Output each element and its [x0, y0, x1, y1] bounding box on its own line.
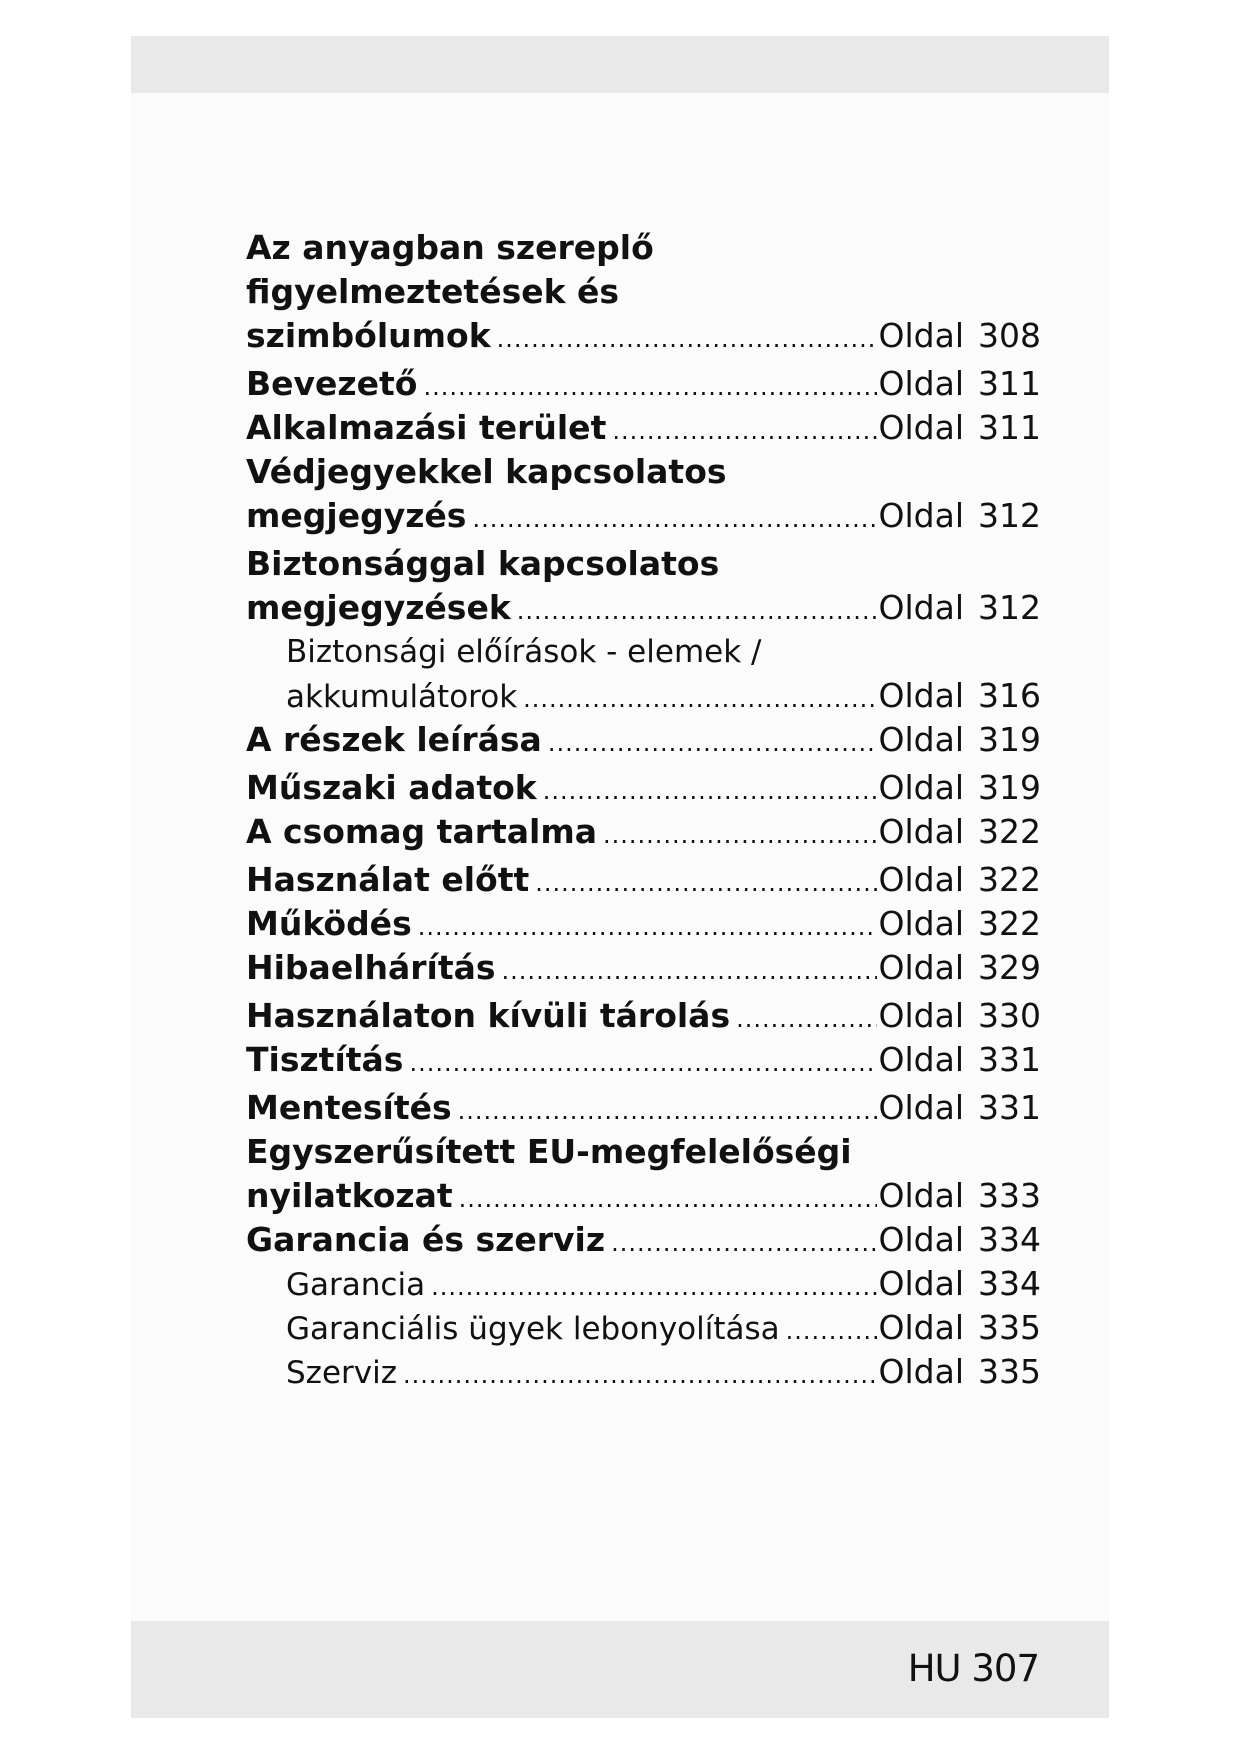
toc-entry-label: nyilatkozat [246, 1176, 453, 1215]
toc-entry[interactable] [246, 226, 1041, 358]
oldal-label: Oldal [878, 904, 964, 943]
toc-page-number: 319 [978, 720, 1041, 759]
oldal-label: Oldal [878, 812, 964, 851]
dot-leader [612, 409, 876, 453]
toc-entry[interactable] [246, 1086, 1041, 1130]
oldal-label: Oldal [878, 676, 964, 715]
dot-leader [418, 905, 877, 949]
toc-entry[interactable] [246, 362, 1041, 406]
toc-entry[interactable] [246, 406, 1041, 450]
oldal-label: Oldal [878, 1264, 964, 1303]
toc-page-ref [879, 766, 1041, 810]
dot-leader [523, 677, 876, 721]
toc-entry[interactable] [246, 1130, 1041, 1218]
toc-entry-title-line: Egyszerűsített EU-megfelelőségi [246, 1132, 852, 1171]
toc-page-number: 335 [978, 1308, 1041, 1347]
toc-entry-label: akkumulátorok [286, 679, 518, 715]
toc-entry-label: Működés [246, 904, 412, 943]
oldal-label: Oldal [878, 768, 964, 807]
toc-page-number: 335 [978, 1352, 1041, 1391]
toc-page-number: 330 [978, 996, 1041, 1035]
dot-leader [517, 589, 877, 633]
toc-page-number: 329 [978, 948, 1041, 987]
dot-leader [458, 1089, 877, 1133]
toc-page-ref [879, 1262, 1041, 1306]
toc-subentry[interactable] [246, 1350, 1041, 1394]
toc-page-number: 312 [978, 588, 1041, 627]
toc-page-number: 316 [978, 676, 1041, 715]
toc-entry[interactable] [246, 766, 1041, 810]
dot-leader [409, 1041, 876, 1085]
toc-page-number: 308 [978, 316, 1041, 355]
toc-entry-label: Használaton kívüli tárolás [246, 996, 731, 1035]
toc-entry-label: Szerviz [286, 1355, 397, 1391]
oldal-label: Oldal [878, 408, 964, 447]
top-band [131, 36, 1109, 93]
toc-page-ref [879, 674, 1041, 718]
toc-entry-title-line: Védjegyekkel kapcsolatos [246, 452, 727, 491]
dot-leader [459, 1177, 877, 1221]
toc-entry-title-line: figyelmeztetések és [246, 272, 620, 311]
toc-page-number: 322 [978, 860, 1041, 899]
dot-leader [786, 1309, 877, 1353]
oldal-label: Oldal [878, 948, 964, 987]
oldal-label: Oldal [878, 364, 964, 403]
page-number: HU 307 [907, 1647, 1039, 1690]
dot-leader [472, 497, 876, 541]
toc-page-ref [879, 586, 1041, 630]
dot-leader [543, 769, 877, 813]
toc-subentry[interactable] [246, 630, 1041, 718]
toc-page-ref [879, 406, 1041, 450]
toc-entry-label: Garanciális ügyek lebonyolítása [286, 1311, 780, 1347]
toc-page-number: 322 [978, 904, 1041, 943]
toc-entry-label: A részek leírása [246, 720, 542, 759]
oldal-label: Oldal [878, 496, 964, 535]
toc-entry-title-line: Az anyagban szereplő [246, 228, 654, 267]
toc-page-number: 331 [978, 1040, 1041, 1079]
toc-page-ref [879, 810, 1041, 854]
toc-page-ref [879, 1038, 1041, 1082]
toc-entry[interactable] [246, 450, 1041, 538]
dot-leader [611, 1221, 876, 1265]
toc-page-number: 311 [978, 408, 1041, 447]
oldal-label: Oldal [878, 1088, 964, 1127]
toc-page-ref [879, 1350, 1041, 1394]
oldal-label: Oldal [878, 1040, 964, 1079]
dot-leader [423, 365, 876, 409]
dot-leader [431, 1265, 876, 1309]
toc-subentry[interactable] [246, 1262, 1041, 1306]
toc-page-number: 312 [978, 496, 1041, 535]
toc-page-number: 311 [978, 364, 1041, 403]
toc-entry[interactable] [246, 810, 1041, 854]
toc-page-number: 331 [978, 1088, 1041, 1127]
toc-page-ref [879, 1086, 1041, 1130]
toc-entry[interactable] [246, 858, 1041, 902]
toc-page-ref [879, 494, 1041, 538]
dot-leader [548, 721, 877, 765]
toc-page-ref [879, 1306, 1041, 1350]
toc-entry-label: Műszaki adatok [246, 768, 537, 807]
toc-entry-label: Tisztítás [246, 1040, 404, 1079]
toc-page-number: 322 [978, 812, 1041, 851]
oldal-label: Oldal [878, 1352, 964, 1391]
toc-page-ref [879, 858, 1041, 902]
toc-entry[interactable] [246, 946, 1041, 990]
dot-leader [603, 813, 877, 857]
toc-entry-title-line: Biztonsági előírások - elemek / [286, 634, 762, 670]
dot-leader [535, 861, 876, 905]
toc-entry[interactable] [246, 902, 1041, 946]
oldal-label: Oldal [878, 860, 964, 899]
toc-page-number: 334 [978, 1220, 1041, 1259]
oldal-label: Oldal [878, 316, 964, 355]
toc-entry[interactable] [246, 1038, 1041, 1082]
oldal-label: Oldal [878, 1220, 964, 1259]
table-of-contents [246, 226, 1041, 1394]
oldal-label: Oldal [878, 720, 964, 759]
toc-page-ref [879, 902, 1041, 946]
dot-leader [497, 317, 877, 361]
toc-page-ref [879, 362, 1041, 406]
dot-leader [403, 1353, 877, 1397]
toc-entry-label: Bevezető [246, 364, 418, 403]
oldal-label: Oldal [878, 588, 964, 627]
footer-band [131, 1621, 1109, 1718]
dot-leader [736, 997, 876, 1041]
toc-page-number: 319 [978, 768, 1041, 807]
toc-page-ref [879, 946, 1041, 990]
toc-entry[interactable] [246, 1218, 1041, 1262]
toc-page-ref [879, 1218, 1041, 1262]
oldal-label: Oldal [878, 1176, 964, 1215]
oldal-label: Oldal [878, 996, 964, 1035]
toc-entry[interactable] [246, 542, 1041, 630]
toc-entry-label: Garancia és szerviz [246, 1220, 606, 1259]
toc-entry-label: Mentesítés [246, 1088, 452, 1127]
toc-page-ref [879, 314, 1041, 358]
toc-page-ref [879, 1174, 1041, 1218]
toc-entry-label: Használat előtt [246, 860, 530, 899]
toc-entry-label: megjegyzés [246, 496, 467, 535]
toc-page-ref [879, 994, 1041, 1038]
toc-subentry[interactable] [246, 1306, 1041, 1350]
toc-page-number: 334 [978, 1264, 1041, 1303]
oldal-label: Oldal [878, 1308, 964, 1347]
toc-entry-label: Garancia [286, 1267, 426, 1303]
toc-entry-title-line: Biztonsággal kapcsolatos [246, 544, 720, 583]
toc-entry-label: megjegyzések [246, 588, 511, 627]
toc-entry-label: Alkalmazási terület [246, 408, 607, 447]
toc-page-ref [879, 718, 1041, 762]
toc-entry-label: Hibaelhárítás [246, 948, 496, 987]
toc-entry-label: szimbólumok [246, 316, 491, 355]
dot-leader [502, 949, 877, 993]
toc-page-number: 333 [978, 1176, 1041, 1215]
toc-entry-label: A csomag tartalma [246, 812, 597, 851]
toc-entry[interactable] [246, 718, 1041, 762]
toc-entry[interactable] [246, 994, 1041, 1038]
